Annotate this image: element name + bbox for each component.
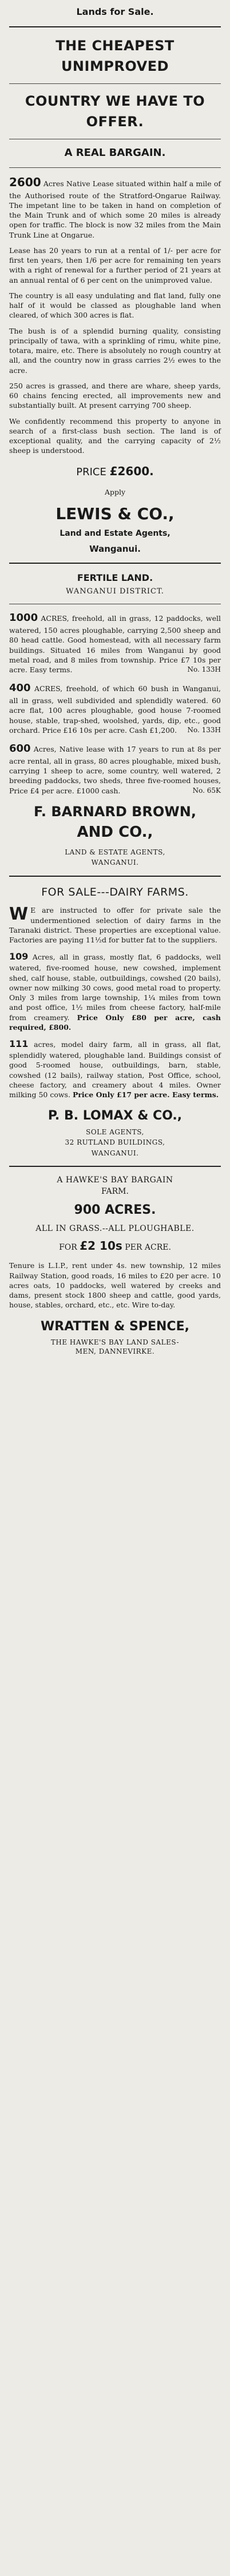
advert-lewis — [9, 35, 221, 555]
newspaper-column — [9, 0, 221, 1360]
agent-description: LAND & ESTATE AGENTS, — [65, 848, 165, 856]
agent-name-line-2: AND CO., — [77, 824, 153, 841]
price-value: £2600. — [109, 464, 154, 478]
price-line — [9, 1238, 221, 1254]
headline-1: THE CHEAPEST UNIMPROVED — [55, 38, 175, 75]
grass-line: ALL IN GRASS.--ALL PLOUGHABLE. — [35, 1224, 195, 1234]
firm-name: WRATTEN & SPENCE, — [41, 1319, 189, 1334]
advert-lomax — [9, 885, 221, 1158]
drop-cap: W — [9, 904, 29, 925]
listing-acres: 400 — [9, 682, 31, 695]
headline-2: COUNTRY WE HAVE TO OFFER. — [25, 93, 205, 130]
listing-price: Price Only £80 per acre, cash required, £800. — [9, 1013, 221, 1032]
advert-barnard-brown — [9, 572, 221, 868]
divider — [9, 876, 221, 877]
listing-ref: No. 65K — [192, 786, 221, 795]
firm-place: Wanganui. — [89, 543, 141, 554]
listing-acres: 600 — [9, 743, 31, 755]
listing-text: ACRES, freehold, all in grass, 12 paddocks, well watered, 150 acres ploughable, carrying 2,500 sheep and 80 head cattle. Good homestead, with all necessary farm buildings. Situated 16 miles from Wanganui by good metal road, and 8 miles from township. Price £7 10s per acre. Easy terms. — [9, 614, 221, 675]
listing-item — [9, 681, 221, 735]
intro-text: E are instructed to offer for private sale the undermentioned selection of dairy farms in the Taranaki district. These properties are exceptional value. Factories are paying 11½d for butter fat to the suppliers. — [9, 906, 221, 944]
price-suffix: PER ACRE. — [125, 1242, 171, 1252]
paragraph-6: We confidently recommend this property to anyone in search of a first-class bush section. The land is of exceptional quality, and the carrying capacity of 2½ sheep is understood. — [9, 416, 221, 455]
dairy-listing-2 — [9, 1038, 221, 1100]
listing-acres: 109 — [9, 951, 29, 962]
listing-item — [9, 611, 221, 675]
listing-item — [9, 742, 221, 796]
agent-name-line-1: F. BARNARD BROWN, — [34, 803, 196, 820]
lead-number: 2600 — [9, 175, 41, 189]
price-value: £2 10s — [80, 1238, 122, 1253]
firm-description: THE HAWKE'S BAY LAND SALES- — [50, 1338, 180, 1346]
listing-ref: No. 133H — [187, 665, 221, 674]
apply-label: Apply — [104, 488, 126, 497]
agent-place: WANGANUI. — [91, 1149, 139, 1157]
divider — [9, 83, 221, 84]
section-masthead: Lands for Sale. — [76, 6, 154, 17]
advert-wratten-spence — [9, 1175, 221, 1357]
body-paragraph: Tenure is L.I.P., rent under 4s. new township, 12 miles Railway Station, good roads, 16 miles to £20 per acre. 10 acres oats, 10 paddocks, well watered by creeks and dams, present stock 1800 sheep and cattle, good yards, house, stables, orchard, etc., etc. Wire to-day. — [9, 1261, 221, 1310]
divider — [9, 1166, 221, 1167]
listing-text: Acres, all in grass, mostly flat, 6 paddocks, well watered, five-roomed house, new cowshed, implement shed, calf house, stable, outbuildings, cowshed (20 bails), owner now milking 30 cows, good metal road to property. Only 3 miles from large township, 1¼ miles from town and post office, 1½ miles from cheese factory, half-mile from creamery. — [9, 953, 221, 1022]
dairy-listing-1 — [9, 950, 221, 1032]
advert-title: A HAWKE'S BAY BARGAIN — [57, 1175, 173, 1185]
district-label: WANGANUI DISTRICT. — [66, 587, 164, 596]
acreage: 900 ACRES. — [74, 1203, 156, 1218]
divider — [9, 167, 221, 168]
firm-place: MEN, DANNEVIRKE. — [75, 1347, 155, 1356]
divider — [9, 563, 221, 564]
price-prefix: FOR — [59, 1242, 77, 1252]
advert-title: FERTILE LAND. — [77, 572, 153, 584]
agent-name: P. B. LOMAX & CO., — [47, 1109, 183, 1124]
agent-place: WANGANUI. — [91, 858, 139, 867]
divider — [9, 26, 221, 27]
firm-description: Land and Estate Agents, — [60, 529, 170, 539]
firm-name: LEWIS & CO., — [55, 504, 175, 523]
listing-text: Acres, Native lease with 17 years to run at 8s per acre rental, all in grass, 80 acres ploughable, mixed bush, carrying 1 sheep to acre, some country, well watered, 2 breeding paddocks, two sheds, three five-roomed houses, Price £4 per acre. £1000 cash. — [9, 745, 221, 795]
listing-text: acres, model dairy farm, all in grass, all flat, splendidly watered, ploughable land. Buildings consist of good 5-roomed house, outbuildings, barn, stable, cowshed (12 bails), railway station, Post Office, school, cheese factory, and creamery about 4 miles. Owner milking 50 cows. — [9, 1040, 221, 1100]
paragraph-4: The bush is of a splendid burning quality, consisting principally of tawa, with a sprinkling of rimu, white pine, totara, maire, etc. There is absolutely no rough country at all, and the country now in grass carries 2½ ewes to the acre. — [9, 326, 221, 375]
paragraph-5: 250 acres is grassed, and there are whare, sheep yards, 60 chains fencing erected, all improvements new and substantially built. At present carrying 700 sheep. — [9, 381, 221, 410]
advert-subtitle: FARM. — [101, 1186, 129, 1196]
intro-paragraph — [9, 905, 221, 945]
listing-acres: 111 — [9, 1038, 29, 1050]
paragraph-3: The country is all easy undulating and flat land, fully one half of it would be classed as ploughable land when cleared, of which 300 acres is flat. — [9, 291, 221, 320]
paragraph-1-text: Acres Native Lease situated within half a mile of the Authorised route of the Stratford-Ongarue Railway. The impetant line to be taken in hand on completion of the Main Trunk and of which some 20 miles is already open for traffic. The block is now 32 miles from the Main Trunk Line at Ongarue. — [9, 179, 221, 239]
listing-text: ACRES, freehold, of which 60 bush in Wanganui, all in grass, well subdivided and splendidly watered. 60 acre flat, 100 acres ploughable, good house 7-roomed house, stable, trap-shed, woolshed, yards, dip, etc., good orchard. Price £16 10s per acre. Cash £1,200. — [9, 684, 221, 735]
paragraph-1 — [9, 175, 221, 240]
paragraph-2: Lease has 20 years to run at a rental of 1/- per acre for first ten years, then 1/6 per acre for remaining ten years with a right of renewal for a further period of 21 years at an annual rental of 6 per cent on the unimproved value. — [9, 246, 221, 284]
subheading: A REAL BARGAIN. — [64, 147, 166, 159]
listing-price: Price Only £17 per acre. Easy terms. — [72, 1090, 219, 1100]
price-label: PRICE — [76, 466, 106, 478]
price-line — [9, 464, 221, 480]
agent-role: SOLE AGENTS, — [86, 1127, 144, 1136]
advert-heading: FOR SALE---DAIRY FARMS. — [41, 886, 189, 899]
agent-address: 32 RUTLAND BUILDINGS, — [65, 1138, 165, 1147]
listing-acres: 1000 — [9, 612, 38, 624]
listing-ref: No. 133H — [187, 725, 221, 734]
